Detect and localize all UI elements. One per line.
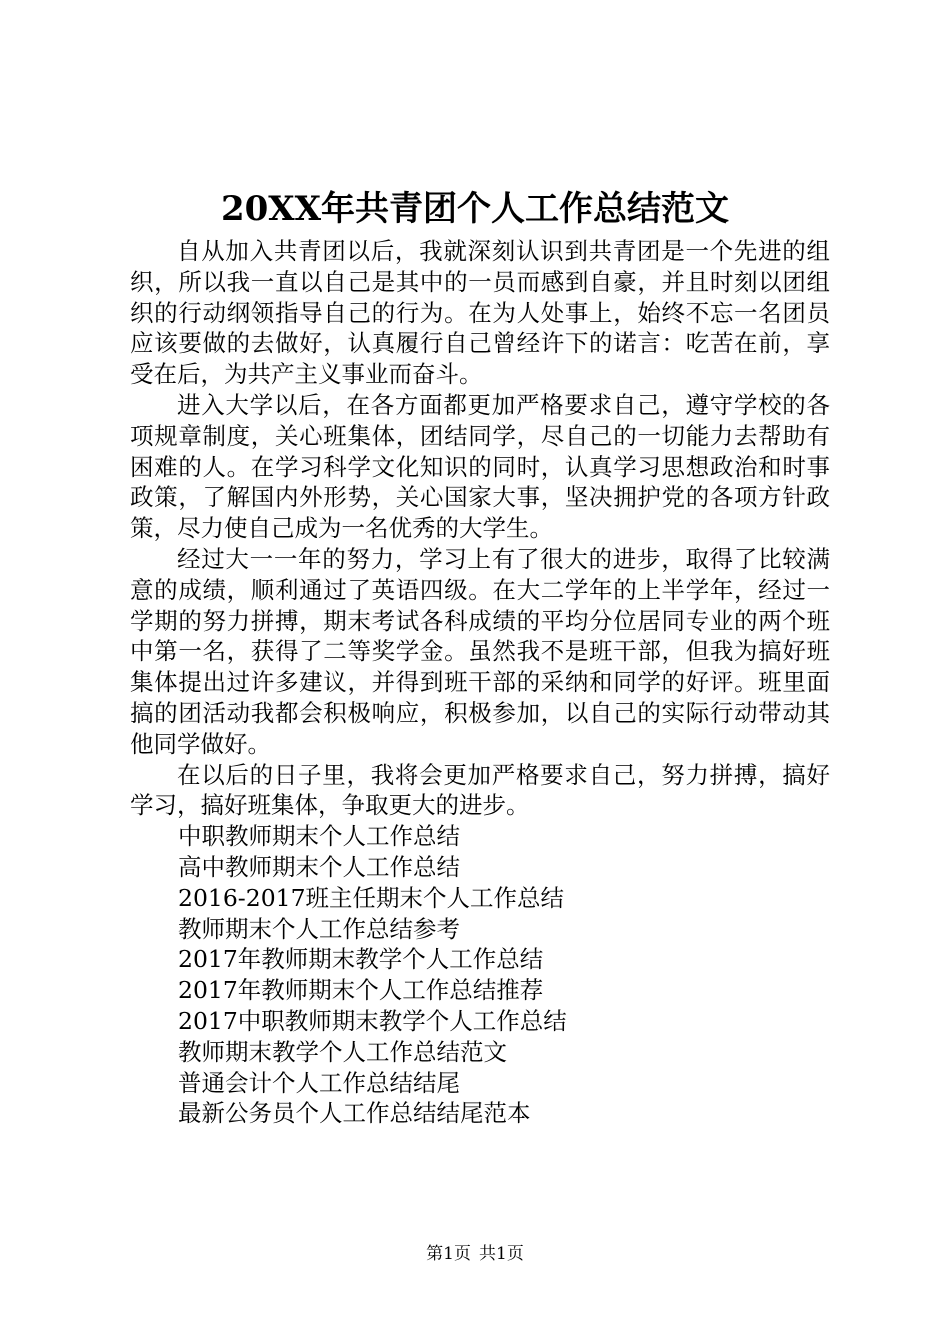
related-article-link[interactable]: 中职教师期末个人工作总结 [178, 822, 460, 851]
document-title: 20XX年共青团个人工作总结范文 [220, 189, 730, 229]
paragraph: 在以后的日子里，我将会更加严格要求自己，努力拼搏，搞好学习，搞好班集体，争取更大的进步。 [130, 760, 830, 820]
related-article-link[interactable]: 2017年教师期末个人工作总结推荐 [178, 976, 544, 1005]
page-footer [0, 1242, 950, 1266]
related-article-link[interactable]: 教师期末个人工作总结参考 [178, 914, 460, 943]
related-article-link[interactable]: 2017年教师期末教学个人工作总结 [178, 945, 544, 974]
paragraph: 自从加入共青团以后，我就深刻认识到共青团是一个先进的组织，所以我一直以自己是其中的一员而感到自豪，并且时刻以团组织的行动纲领指导自己的行为。在为人处事上，始终不忘一名团员应该要做的去做好，认真履行自己曾经许下的诺言：吃苦在前，享受在后，为共产主义事业而奋斗。 [130, 237, 830, 389]
paragraph: 经过大一一年的努力，学习上有了很大的进步，取得了比较满意的成绩，顺利通过了英语四级。在大二学年的上半学年，经过一学期的努力拼搏，期末考试各科成绩的平均分位居同专业的两个班中第一名，获得了二等奖学金。虽然我不是班干部，但我为搞好班集体提出过许多建议，并得到班干部的采纳和同学的好评。班里面搞的团活动我都会积极响应，积极参加，以自己的实际行动带动其他同学做好。 [130, 544, 830, 758]
paragraph: 进入大学以后，在各方面都更加严格要求自己，遵守学校的各项规章制度，关心班集体，团结同学，尽自己的一切能力去帮助有困难的人。在学习科学文化知识的同时，认真学习思想政治和时事政策，了解国内外形势，关心国家大事，坚决拥护党的各项方针政策，尽力使自己成为一名优秀的大学生。 [130, 390, 830, 543]
related-article-link[interactable]: 高中教师期末个人工作总结 [178, 852, 460, 881]
related-article-link[interactable]: 2017中职教师期末教学个人工作总结 [178, 1006, 567, 1035]
page-number: 第1页 [426, 1244, 471, 1264]
related-article-link[interactable]: 普通会计个人工作总结结尾 [178, 1068, 460, 1097]
document-body [130, 236, 830, 1129]
related-article-link[interactable]: 最新公务员个人工作总结结尾范本 [178, 1099, 531, 1128]
page-total: 共1页 [479, 1244, 524, 1264]
related-articles-list [130, 821, 830, 1129]
related-article-link[interactable]: 2016-2017班主任期末个人工作总结 [178, 883, 565, 912]
related-article-link[interactable]: 教师期末教学个人工作总结范文 [178, 1037, 507, 1066]
